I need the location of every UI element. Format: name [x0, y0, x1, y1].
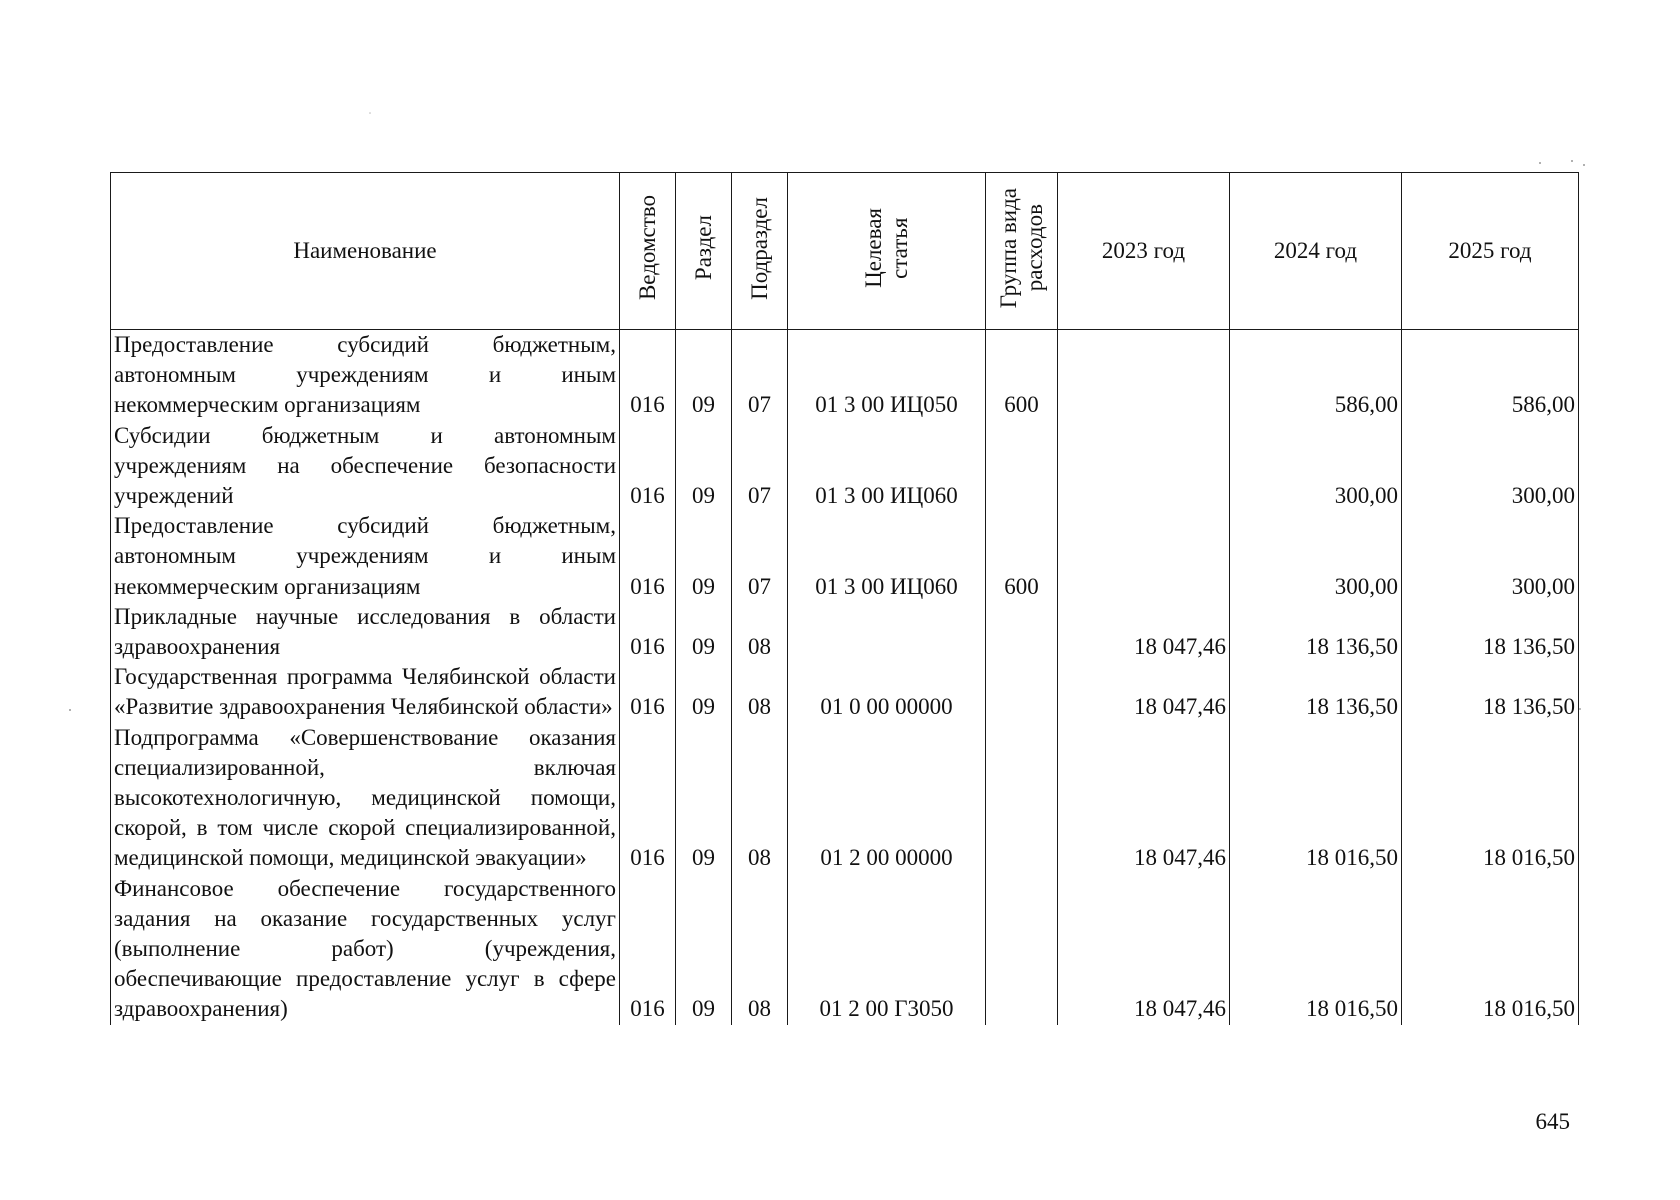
- row-department-cell: 016: [620, 874, 676, 1025]
- row-department-cell: 016: [620, 330, 676, 421]
- row-section-cell: 09: [676, 330, 732, 421]
- row-expense-group-cell: [986, 874, 1058, 1025]
- row-target-article-cell: 01 3 00 ИЦ060: [788, 511, 986, 602]
- row-department-cell: 016: [620, 511, 676, 602]
- header-target-article: Целевая статья: [788, 173, 986, 330]
- row-amount-2024-cell: 586,00: [1230, 330, 1402, 421]
- budget-table: [110, 172, 1579, 1025]
- row-amount-2025-cell: 18 016,50: [1402, 723, 1579, 874]
- row-section-cell: 09: [676, 511, 732, 602]
- row-section-cell: 09: [676, 874, 732, 1025]
- row-expense-group-cell: [986, 602, 1058, 662]
- row-amount-2023-cell: 18 047,46: [1058, 662, 1230, 722]
- row-name-cell: Государственная программа Челябинской области «Развитие здравоохранения Челябинской области»: [111, 662, 620, 722]
- row-section-cell: 09: [676, 421, 732, 512]
- row-amount-2024-cell: 18 136,50: [1230, 602, 1402, 662]
- row-amount-2025-cell: 18 016,50: [1402, 874, 1579, 1025]
- row-section-cell: 09: [676, 662, 732, 722]
- row-amount-2024-cell: 300,00: [1230, 421, 1402, 512]
- header-department: Ведомство: [620, 173, 676, 330]
- row-amount-2024-cell: 18 016,50: [1230, 723, 1402, 874]
- row-department-cell: 016: [620, 662, 676, 722]
- row-target-article-cell: 01 3 00 ИЦ060: [788, 421, 986, 512]
- row-amount-2024-cell: 18 136,50: [1230, 662, 1402, 722]
- page-number: 645: [1535, 1109, 1570, 1134]
- row-name-cell: Финансовое обеспечение государственного задания на оказание государственных услуг (выполнение работ) (учреждения, обеспечивающие предоставление услуг в сфере здравоохранения): [111, 874, 620, 1025]
- row-department-cell: 016: [620, 421, 676, 512]
- row-name-cell: Подпрограмма «Совершенствование оказания специализированной, включая высокотехнологичную, медицинской помощи, скорой, в том числе скорой специализированной, медицинской помощи, медицинской эвакуации»: [111, 723, 620, 874]
- row-subsection-cell: 08: [732, 602, 788, 662]
- row-amount-2023-cell: [1058, 330, 1230, 421]
- row-amount-2024-cell: 300,00: [1230, 511, 1402, 602]
- header-year-2024: 2024 год: [1230, 173, 1402, 330]
- row-department-cell: 016: [620, 723, 676, 874]
- row-expense-group-cell: 600: [986, 511, 1058, 602]
- row-amount-2025-cell: 300,00: [1402, 511, 1579, 602]
- row-name-cell: Прикладные научные исследования в области здравоохранения: [111, 602, 620, 662]
- row-amount-2025-cell: 18 136,50: [1402, 662, 1579, 722]
- row-subsection-cell: 08: [732, 723, 788, 874]
- row-amount-2023-cell: 18 047,46: [1058, 602, 1230, 662]
- row-department-cell: 016: [620, 602, 676, 662]
- row-section-cell: 09: [676, 602, 732, 662]
- row-name-cell: Предоставление субсидий бюджетным, автономным учреждениям и иным некоммерческим организациям: [111, 511, 620, 602]
- row-name-cell: Предоставление субсидий бюджетным, автономным учреждениям и иным некоммерческим организациям: [111, 330, 620, 421]
- row-subsection-cell: 07: [732, 330, 788, 421]
- table-row: [111, 421, 1579, 512]
- row-name-cell: Субсидии бюджетным и автономным учреждениям на обеспечение безопасности учреждений: [111, 421, 620, 512]
- row-amount-2023-cell: [1058, 421, 1230, 512]
- table-header-row: [111, 173, 1579, 330]
- row-target-article-cell: 01 2 00 Г3050: [788, 874, 986, 1025]
- table-row: [111, 723, 1579, 874]
- row-amount-2024-cell: 18 016,50: [1230, 874, 1402, 1025]
- table-row: [111, 874, 1579, 1025]
- row-subsection-cell: 07: [732, 421, 788, 512]
- row-expense-group-cell: [986, 662, 1058, 722]
- row-subsection-cell: 08: [732, 874, 788, 1025]
- header-section: Раздел: [676, 173, 732, 330]
- row-amount-2023-cell: 18 047,46: [1058, 723, 1230, 874]
- row-amount-2023-cell: 18 047,46: [1058, 874, 1230, 1025]
- row-amount-2023-cell: [1058, 511, 1230, 602]
- row-section-cell: 09: [676, 723, 732, 874]
- row-target-article-cell: 01 0 00 00000: [788, 662, 986, 722]
- row-expense-group-cell: 600: [986, 330, 1058, 421]
- row-expense-group-cell: [986, 421, 1058, 512]
- row-subsection-cell: 07: [732, 511, 788, 602]
- header-expense-group: Группа вида расходов: [986, 173, 1058, 330]
- table-row: [111, 662, 1579, 722]
- table-row: [111, 330, 1579, 421]
- table-body: [111, 330, 1579, 1025]
- row-subsection-cell: 08: [732, 662, 788, 722]
- row-target-article-cell: [788, 602, 986, 662]
- header-name: Наименование: [111, 173, 620, 330]
- table-row: [111, 602, 1579, 662]
- header-year-2023: 2023 год: [1058, 173, 1230, 330]
- table-row: [111, 511, 1579, 602]
- row-amount-2025-cell: 586,00: [1402, 330, 1579, 421]
- row-amount-2025-cell: 18 136,50: [1402, 602, 1579, 662]
- header-subsection: Подраздел: [732, 173, 788, 330]
- header-year-2025: 2025 год: [1402, 173, 1579, 330]
- row-target-article-cell: 01 3 00 ИЦ050: [788, 330, 986, 421]
- row-amount-2025-cell: 300,00: [1402, 421, 1579, 512]
- row-target-article-cell: 01 2 00 00000: [788, 723, 986, 874]
- row-expense-group-cell: [986, 723, 1058, 874]
